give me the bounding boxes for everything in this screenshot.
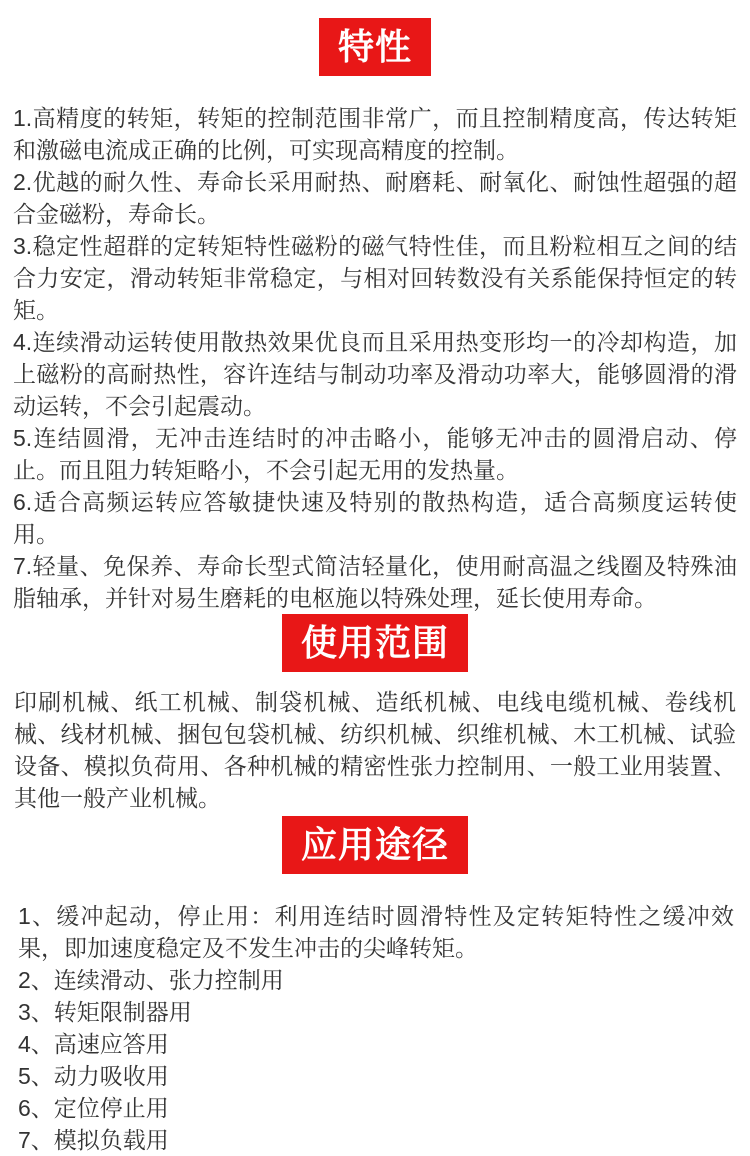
- application-item: 2、连续滑动、张力控制用: [18, 967, 284, 993]
- feature-item: 7.轻量、免保养、寿命长型式简洁轻量化，使用耐高温之线圈及特殊油脂轴承，并针对易生磨耗的电枢施以特殊处理，延长使用寿命。: [13, 553, 737, 611]
- usage-range-section: [0, 686, 750, 814]
- application-item: 1、缓冲起动，停止用：利用连结时圆滑特性及定转矩特性之缓冲效果，即加速度稳定及不发生冲击的尖峰转矩。: [18, 903, 734, 961]
- applications-list: [0, 900, 750, 1156]
- applications-banner-row: [0, 814, 750, 874]
- feature-item: 4.连续滑动运转使用散热效果优良而且采用热变形均一的冷却构造，加上磁粉的高耐热性，容许连结与制动功率及滑动功率大，能够圆滑的滑动运转，不会引起震动。: [13, 329, 737, 419]
- features-list: [0, 102, 750, 614]
- application-item: 7、模拟负载用: [18, 1127, 169, 1153]
- feature-item: 1.高精度的转矩，转矩的控制范围非常广，而且控制精度高，传达转矩和激磁电流成正确的比例，可实现高精度的控制。: [13, 105, 737, 163]
- feature-item: 3.稳定性超群的定转矩特性磁粉的磁气特性佳，而且粉粒相互之间的结合力安定，滑动转矩非常稳定，与相对回转数没有关系能保持恒定的转矩。: [13, 233, 737, 323]
- feature-item: 5.连结圆滑，无冲击连结时的冲击略小，能够无冲击的圆滑启动、停止。而且阻力转矩略小，不会引起无用的发热量。: [13, 425, 737, 483]
- application-item: 5、动力吸收用: [18, 1063, 169, 1089]
- feature-item: 2.优越的耐久性、寿命长采用耐热、耐磨耗、耐氧化、耐蚀性超强的超合金磁粉，寿命长。: [13, 169, 737, 227]
- usage-range-paragraph: 印刷机械、纸工机械、制袋机械、造纸机械、电线电缆机械、卷线机械、线材机械、捆包包袋机械、纺织机械、织维机械、木工机械、试验设备、模拟负荷用、各种机械的精密性张力控制用、一般工业用装置、其他一般产业机械。: [14, 689, 736, 811]
- usage-range-banner-row: [0, 614, 750, 672]
- usage-range-banner: 使用范围: [282, 614, 468, 672]
- feature-item: 6.适合高频运转应答敏捷快速及特别的散热构造，适合高频度运转使用。: [13, 489, 737, 547]
- features-banner-row: [0, 0, 750, 76]
- applications-banner: 应用途径: [282, 816, 468, 874]
- features-banner: 特性: [319, 18, 431, 76]
- application-item: 3、转矩限制器用: [18, 999, 192, 1025]
- application-item: 6、定位停止用: [18, 1095, 169, 1121]
- application-item: 4、高速应答用: [18, 1031, 169, 1057]
